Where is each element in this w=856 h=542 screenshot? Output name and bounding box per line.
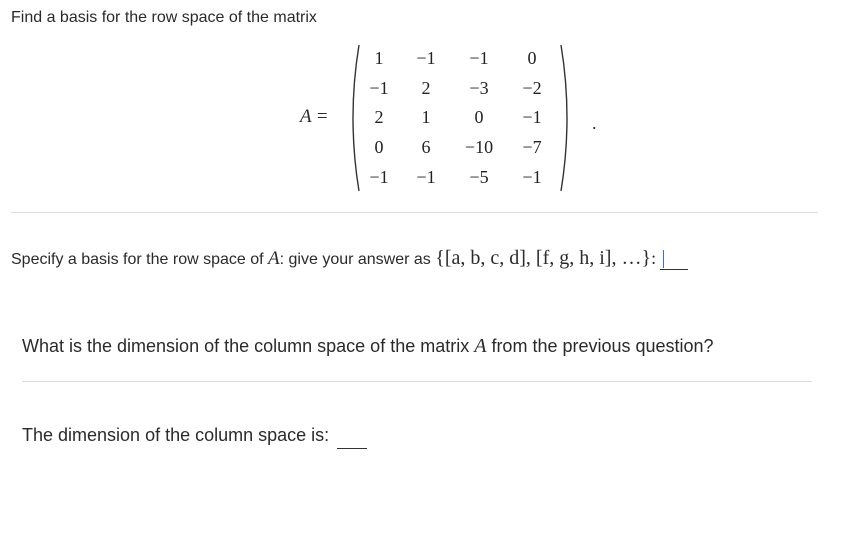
answer-separator: : bbox=[651, 248, 657, 268]
matrix-entry: −1 bbox=[369, 166, 389, 187]
matrix-row bbox=[357, 162, 557, 192]
prompt-text-before: Specify a basis for the row space of bbox=[11, 251, 269, 268]
question1-title: Find a basis for the row space of the matrix bbox=[11, 9, 317, 26]
text-caret bbox=[663, 250, 664, 268]
prompt-var: A bbox=[268, 248, 280, 269]
matrix-row bbox=[357, 74, 557, 104]
prompt-text-after: : give your answer as bbox=[279, 251, 436, 268]
matrix-row bbox=[357, 44, 557, 74]
matrix-entry: −1 bbox=[416, 48, 436, 69]
equals-sign: = bbox=[316, 106, 328, 127]
dimension-prompt: The dimension of the column space is: bbox=[22, 425, 330, 445]
q2-title-after: from the previous question? bbox=[486, 336, 714, 356]
matrix-entry: −3 bbox=[469, 77, 489, 98]
dimension-answer-input[interactable] bbox=[337, 428, 367, 449]
matrix-entry: −5 bbox=[469, 166, 489, 187]
matrix-entry: 6 bbox=[421, 137, 431, 158]
matrix-entry: 1 bbox=[421, 107, 431, 128]
matrix-entry: 0 bbox=[374, 137, 384, 158]
question2-prompt bbox=[22, 420, 367, 446]
divider bbox=[11, 212, 818, 213]
matrix-entry: 2 bbox=[421, 77, 431, 98]
format-example: {[a, b, c, d], [f, g, h, i], …} bbox=[435, 247, 652, 269]
question2-title bbox=[22, 335, 714, 358]
matrix-entry: −10 bbox=[464, 137, 494, 158]
matrix-entry: −7 bbox=[522, 137, 542, 158]
matrix-entry: −1 bbox=[369, 77, 389, 98]
matrix-entry: 0 bbox=[527, 48, 537, 69]
matrix-period: . bbox=[592, 113, 597, 133]
matrix-entry: −1 bbox=[416, 166, 436, 187]
matrix-entry: 1 bbox=[374, 48, 384, 69]
matrix-row bbox=[357, 103, 557, 133]
matrix-entry: −1 bbox=[522, 166, 542, 187]
matrix-label bbox=[300, 106, 328, 128]
matrix-row bbox=[357, 133, 557, 163]
right-parenthesis bbox=[561, 45, 567, 191]
matrix-entry: 2 bbox=[374, 107, 384, 128]
matrix-entry: −2 bbox=[522, 77, 542, 98]
basis-answer-input[interactable] bbox=[660, 249, 688, 270]
matrix-a bbox=[345, 42, 575, 194]
matrix-entry: 0 bbox=[474, 107, 484, 128]
matrix-table bbox=[357, 44, 557, 192]
question1-prompt bbox=[11, 243, 688, 270]
divider bbox=[22, 381, 812, 382]
matrix-entry: −1 bbox=[469, 48, 489, 69]
matrix-entry: −1 bbox=[522, 107, 542, 128]
q2-title-var: A bbox=[474, 335, 487, 357]
matrix-name: A bbox=[300, 106, 312, 127]
q2-title-before: What is the dimension of the column space of the matrix bbox=[22, 336, 475, 356]
